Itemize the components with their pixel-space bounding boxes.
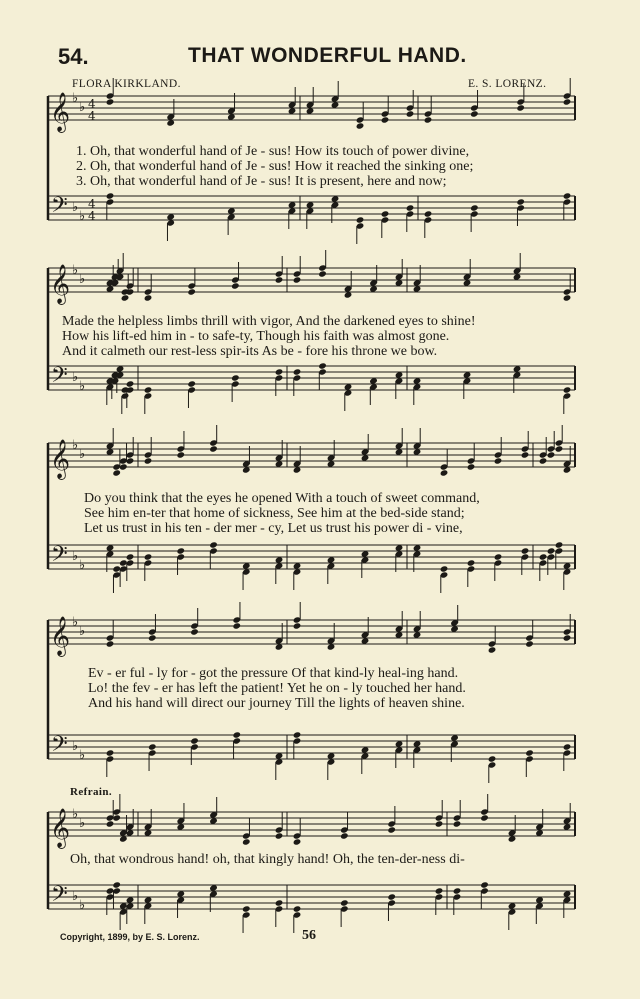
lyric-line: Lo! the fev - er has left the patient! Yet he on - ly touched her hand. <box>88 681 466 696</box>
lyric-line: Made the helpless limbs thrill with vigor, And the darkened eyes to shine! <box>62 314 476 329</box>
note-head <box>106 749 115 756</box>
note-head <box>106 98 115 105</box>
note-head <box>121 294 130 301</box>
bass-clef-icon: 𝄢 <box>51 542 68 572</box>
note-head <box>293 276 302 283</box>
treble-clef-icon: 𝄞 <box>50 92 71 132</box>
time-signature-denominator: 4 <box>88 209 96 223</box>
flat-icon: ♭ <box>79 100 86 115</box>
note-head <box>144 553 153 560</box>
note-head <box>563 294 572 301</box>
note-head <box>555 541 564 548</box>
note-head <box>539 553 548 560</box>
note-head <box>231 282 240 289</box>
note-head <box>387 826 396 833</box>
note-head <box>453 887 462 894</box>
treble-clef-icon: 𝄞 <box>50 264 71 304</box>
flat-icon: ♭ <box>72 549 79 564</box>
lyric-line: See him en-ter that home of sickness, See him at the bed-side stand; <box>84 506 465 521</box>
note-head <box>242 905 251 912</box>
note-head <box>525 640 534 647</box>
note-head <box>563 386 572 393</box>
lyric-line: Do you think that the eyes he opened With a touch of sweet command, <box>84 491 480 506</box>
note-head <box>547 547 556 554</box>
note-head <box>112 469 121 476</box>
flat-icon: ♭ <box>72 739 79 754</box>
note-head <box>555 445 564 452</box>
flat-icon: ♭ <box>79 272 86 287</box>
flat-icon: ♭ <box>72 263 79 278</box>
note-head <box>112 881 121 888</box>
note-head <box>480 814 489 821</box>
note-head <box>356 122 365 129</box>
flat-icon: ♭ <box>72 889 79 904</box>
hymn-title: THAT WONDERFUL HAND. <box>188 44 467 67</box>
note-head <box>516 104 525 111</box>
note-head <box>453 820 462 827</box>
note-head <box>232 731 241 738</box>
note-head <box>209 541 218 548</box>
lyric-line: How his lift-ed him in - to safe-ty, Though his faith was almost gone. <box>62 329 450 344</box>
time-signature-numerator: 4 <box>88 197 96 211</box>
treble-clef-icon: 𝄞 <box>50 616 71 656</box>
flat-icon: ♭ <box>79 624 86 639</box>
lyric-line: Oh, that wondrous hand! oh, that kingly hand! Oh, the ten-der-ness di- <box>70 852 465 867</box>
note-head <box>440 469 449 476</box>
note-head <box>293 368 302 375</box>
note-head <box>144 386 153 393</box>
note-head <box>144 294 153 301</box>
copyright-notice: Copyright, 1899, by E. S. Lorenz. <box>60 932 200 942</box>
note-head <box>293 731 302 738</box>
bass-clef-icon: 𝄢 <box>51 732 68 762</box>
note-head <box>435 887 444 894</box>
note-head <box>539 457 548 464</box>
note-head <box>488 755 497 762</box>
note-head <box>381 116 390 123</box>
note-head <box>144 457 153 464</box>
note-head <box>521 451 530 458</box>
note-head <box>293 622 302 629</box>
flat-icon: ♭ <box>79 558 86 573</box>
bass-clef-icon: 𝄢 <box>51 363 68 393</box>
note-head <box>467 559 476 566</box>
treble-clef-icon: 𝄞 <box>50 808 71 848</box>
note-head <box>470 110 479 117</box>
note-head <box>406 110 415 117</box>
flat-icon: ♭ <box>72 370 79 385</box>
note-head <box>231 374 240 381</box>
note-head <box>106 640 115 647</box>
note-head <box>106 192 115 199</box>
note-head <box>293 905 302 912</box>
note-head <box>148 634 157 641</box>
note-head <box>424 116 433 123</box>
flat-icon: ♭ <box>72 807 79 822</box>
note-head <box>480 881 489 888</box>
note-head <box>187 288 196 295</box>
refrain-label: Refrain. <box>70 786 112 798</box>
flat-icon: ♭ <box>79 379 86 394</box>
note-head <box>232 622 241 629</box>
composer-credit: E. S. LORENZ. <box>468 78 547 90</box>
note-head <box>516 198 525 205</box>
note-head <box>176 547 185 554</box>
flat-icon: ♭ <box>79 898 86 913</box>
note-head <box>521 547 530 554</box>
lyric-line: Ev - er ful - ly for - got the pressure Of that kind-ly heal-ing hand. <box>88 666 459 681</box>
lyric-line: And it calmeth our rest-less spir-its As be - fore his throne we bow. <box>62 344 438 359</box>
flat-icon: ♭ <box>72 200 79 215</box>
note-head <box>435 820 444 827</box>
note-head <box>126 553 135 560</box>
note-head <box>275 368 284 375</box>
note-head <box>387 893 396 900</box>
bass-clef-icon: 𝄢 <box>51 193 68 223</box>
note-head <box>470 204 479 211</box>
note-head <box>126 288 135 295</box>
note-head <box>190 628 199 635</box>
note-head <box>494 457 503 464</box>
note-head <box>340 832 349 839</box>
lyric-line: 2. Oh, that wonderful hand of Je - sus! How it reached the sinking one; <box>76 159 474 174</box>
note-head <box>275 832 284 839</box>
time-signature-numerator: 4 <box>88 97 96 111</box>
note-head <box>440 565 449 572</box>
note-head <box>293 838 302 845</box>
note-head <box>176 451 185 458</box>
lyricist-credit: FLORA KIRKLAND. <box>72 78 181 90</box>
note-head <box>525 749 534 756</box>
flat-icon: ♭ <box>72 438 79 453</box>
note-head <box>275 276 284 283</box>
note-head <box>187 380 196 387</box>
note-head <box>190 737 199 744</box>
note-head <box>340 899 349 906</box>
note-head <box>209 445 218 452</box>
note-head <box>406 204 415 211</box>
flat-icon: ♭ <box>79 209 86 224</box>
lyric-line: Let us trust in his ten - der mer - cy, Let us trust his power di - vine, <box>84 521 463 536</box>
note-head <box>106 820 115 827</box>
flat-icon: ♭ <box>79 447 86 462</box>
flat-icon: ♭ <box>79 748 86 763</box>
lyric-line: 1. Oh, that wonderful hand of Je - sus! How its touch of power divine, <box>76 144 470 159</box>
note-head <box>242 838 251 845</box>
note-head <box>563 743 572 750</box>
note-head <box>563 98 572 105</box>
note-head <box>275 899 284 906</box>
note-head <box>547 451 556 458</box>
hymn-number: 54. <box>58 44 89 69</box>
treble-clef-icon: 𝄞 <box>50 439 71 479</box>
page-number: 56 <box>302 928 316 943</box>
note-head <box>148 743 157 750</box>
lyric-line: 3. Oh, that wonderful hand of Je - sus! It is present, here and now; <box>76 174 447 189</box>
note-head <box>563 634 572 641</box>
flat-icon: ♭ <box>72 615 79 630</box>
note-head <box>467 463 476 470</box>
time-signature-denominator: 4 <box>88 109 96 123</box>
note-head <box>488 646 497 653</box>
note-head <box>494 553 503 560</box>
lyric-line: And his hand will direct our journey Till the lights of heaven shine. <box>88 696 465 711</box>
flat-icon: ♭ <box>72 91 79 106</box>
bass-clef-icon: 𝄢 <box>51 882 68 912</box>
note-head <box>356 216 365 223</box>
note-head <box>126 380 135 387</box>
note-head <box>318 362 327 369</box>
note-head <box>381 210 390 217</box>
note-head <box>563 192 572 199</box>
note-head <box>424 210 433 217</box>
flat-icon: ♭ <box>79 816 86 831</box>
note-head <box>318 270 327 277</box>
